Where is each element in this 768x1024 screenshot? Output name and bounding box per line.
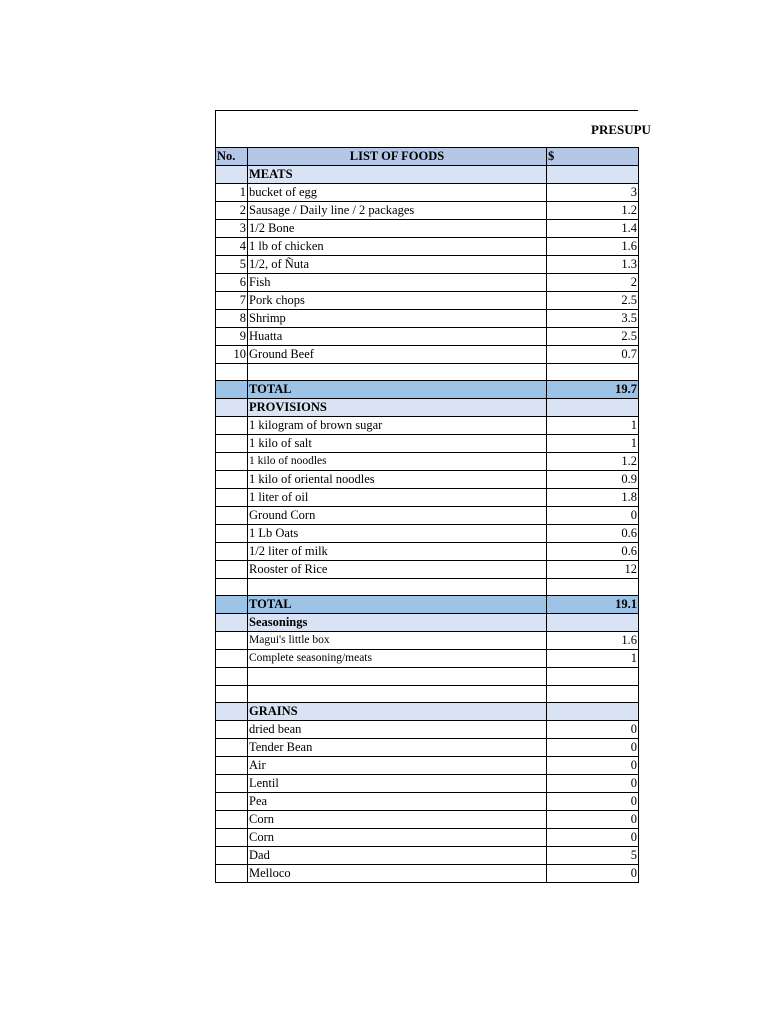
table-row	[216, 471, 639, 489]
budget-sheet	[215, 110, 651, 883]
item-price-cell: 3.5	[547, 310, 639, 328]
item-label-cell: Corn	[248, 828, 547, 846]
item-label-cell: Magui's little box	[248, 632, 547, 650]
item-price-cell	[547, 364, 639, 381]
section-header-row	[216, 399, 639, 417]
table-row	[216, 756, 639, 774]
item-price-cell: 0.7	[547, 346, 639, 364]
item-number-cell	[216, 650, 248, 668]
table-row	[216, 864, 639, 882]
column-header-price: $	[547, 148, 639, 166]
item-label-cell: PROVISIONS	[248, 399, 547, 417]
item-price-cell	[547, 685, 639, 702]
table-row	[216, 720, 639, 738]
item-number-cell	[216, 364, 248, 381]
item-price-cell: 1.8	[547, 489, 639, 507]
table-row	[216, 453, 639, 471]
total-row	[216, 381, 639, 399]
item-number-cell	[216, 846, 248, 864]
item-price-cell	[547, 668, 639, 685]
item-price-cell: 0	[547, 810, 639, 828]
item-label-cell: Pork chops	[248, 292, 547, 310]
table-row	[216, 685, 639, 702]
column-header-list-of-foods: LIST OF FOODS	[248, 148, 547, 166]
item-number-cell	[216, 579, 248, 596]
item-number-cell	[216, 525, 248, 543]
section-header-row	[216, 614, 639, 632]
item-number-cell: 9	[216, 328, 248, 346]
item-label-cell: 1 liter of oil	[248, 489, 547, 507]
total-row	[216, 596, 639, 614]
item-price-cell: 1	[547, 435, 639, 453]
sheet-title: PRESUPU	[591, 122, 651, 137]
item-label-cell: Ground Beef	[248, 346, 547, 364]
item-number-cell	[216, 471, 248, 489]
item-label-cell: TOTAL	[248, 596, 547, 614]
item-label-cell: 1 kilogram of brown sugar	[248, 417, 547, 435]
item-number-cell	[216, 738, 248, 756]
item-number-cell	[216, 543, 248, 561]
item-label-cell: 1 kilo of oriental noodles	[248, 471, 547, 489]
item-number-cell	[216, 632, 248, 650]
item-number-cell	[216, 507, 248, 525]
item-label-cell: dried bean	[248, 720, 547, 738]
item-price-cell: 0.6	[547, 525, 639, 543]
item-price-cell: 12	[547, 561, 639, 579]
item-label-cell: Ground Corn	[248, 507, 547, 525]
table-row	[216, 328, 639, 346]
item-price-cell: 0	[547, 720, 639, 738]
item-number-cell: 5	[216, 256, 248, 274]
item-number-cell	[216, 792, 248, 810]
item-number-cell	[216, 614, 248, 632]
item-number-cell	[216, 453, 248, 471]
item-price-cell: 0	[547, 792, 639, 810]
item-label-cell: Pea	[248, 792, 547, 810]
table-row	[216, 810, 639, 828]
section-header-row	[216, 702, 639, 720]
item-price-cell: 2	[547, 274, 639, 292]
item-number-cell	[216, 435, 248, 453]
item-price-cell: 0	[547, 507, 639, 525]
item-price-cell: 2.5	[547, 292, 639, 310]
table-row	[216, 507, 639, 525]
column-header-no: No.	[216, 148, 248, 166]
item-label-cell: TOTAL	[248, 381, 547, 399]
table-row	[216, 846, 639, 864]
item-number-cell: 2	[216, 202, 248, 220]
item-label-cell	[248, 364, 547, 381]
item-number-cell	[216, 828, 248, 846]
item-number-cell: 1	[216, 184, 248, 202]
item-label-cell: MEATS	[248, 166, 547, 184]
item-number-cell: 3	[216, 220, 248, 238]
item-number-cell: 4	[216, 238, 248, 256]
item-number-cell: 7	[216, 292, 248, 310]
table-row	[216, 579, 639, 596]
table-row	[216, 274, 639, 292]
table-row	[216, 310, 639, 328]
title-row	[215, 110, 651, 147]
item-label-cell	[248, 685, 547, 702]
item-number-cell	[216, 685, 248, 702]
section-header-row	[216, 166, 639, 184]
item-number-cell	[216, 810, 248, 828]
item-number-cell	[216, 864, 248, 882]
item-number-cell	[216, 702, 248, 720]
item-price-cell: 3	[547, 184, 639, 202]
item-price-cell: 0	[547, 774, 639, 792]
item-price-cell: 1.6	[547, 238, 639, 256]
table-row	[216, 650, 639, 668]
item-label-cell: 1 Lb Oats	[248, 525, 547, 543]
item-number-cell	[216, 561, 248, 579]
item-label-cell	[248, 668, 547, 685]
table-row	[216, 220, 639, 238]
item-number-cell	[216, 166, 248, 184]
table-row	[216, 738, 639, 756]
table-row	[216, 525, 639, 543]
item-label-cell: 1/2 Bone	[248, 220, 547, 238]
item-number-cell	[216, 489, 248, 507]
item-number-cell	[216, 720, 248, 738]
item-label-cell: bucket of egg	[248, 184, 547, 202]
item-price-cell: 1	[547, 417, 639, 435]
table-row	[216, 632, 639, 650]
item-label-cell: 1 lb of chicken	[248, 238, 547, 256]
food-list-table	[215, 147, 639, 883]
item-label-cell: Dad	[248, 846, 547, 864]
item-label-cell: Tender Bean	[248, 738, 547, 756]
item-label-cell: GRAINS	[248, 702, 547, 720]
item-price-cell: 1.2	[547, 453, 639, 471]
item-label-cell: 1 kilo of noodles	[248, 453, 547, 471]
item-price-cell: 5	[547, 846, 639, 864]
item-label-cell: Complete seasoning/meats	[248, 650, 547, 668]
table-row	[216, 417, 639, 435]
item-number-cell	[216, 774, 248, 792]
item-number-cell	[216, 668, 248, 685]
table-row	[216, 774, 639, 792]
table-row	[216, 202, 639, 220]
item-number-cell: 10	[216, 346, 248, 364]
table-row	[216, 828, 639, 846]
table-row	[216, 543, 639, 561]
table-row	[216, 792, 639, 810]
item-price-cell	[547, 579, 639, 596]
table-row	[216, 364, 639, 381]
item-price-cell: 1.6	[547, 632, 639, 650]
item-price-cell	[547, 614, 639, 632]
table-row	[216, 668, 639, 685]
table-row	[216, 292, 639, 310]
item-price-cell	[547, 702, 639, 720]
item-number-cell: 8	[216, 310, 248, 328]
item-label-cell: Lentil	[248, 774, 547, 792]
item-label-cell: 1 kilo of salt	[248, 435, 547, 453]
item-price-cell: 1	[547, 650, 639, 668]
item-price-cell: 2.5	[547, 328, 639, 346]
item-number-cell	[216, 399, 248, 417]
table-row	[216, 184, 639, 202]
item-price-cell: 1.4	[547, 220, 639, 238]
item-number-cell	[216, 756, 248, 774]
table-row	[216, 435, 639, 453]
item-label-cell: Air	[248, 756, 547, 774]
table-row	[216, 346, 639, 364]
item-price-cell: 0	[547, 756, 639, 774]
item-number-cell: 6	[216, 274, 248, 292]
item-price-cell: 0	[547, 738, 639, 756]
item-number-cell	[216, 417, 248, 435]
item-price-cell	[547, 399, 639, 417]
item-label-cell: Rooster of Rice	[248, 561, 547, 579]
item-price-cell: 0.9	[547, 471, 639, 489]
item-price-cell: 19.1	[547, 596, 639, 614]
item-label-cell: Melloco	[248, 864, 547, 882]
item-price-cell: 1.2	[547, 202, 639, 220]
table-header-row	[216, 148, 639, 166]
item-label-cell: Seasonings	[248, 614, 547, 632]
item-price-cell	[547, 166, 639, 184]
item-label-cell: Fish	[248, 274, 547, 292]
item-price-cell: 19.7	[547, 381, 639, 399]
table-row	[216, 561, 639, 579]
table-row	[216, 256, 639, 274]
item-label-cell: Sausage / Daily line / 2 packages	[248, 202, 547, 220]
item-label-cell: Corn	[248, 810, 547, 828]
table-row	[216, 489, 639, 507]
item-price-cell: 0	[547, 828, 639, 846]
item-label-cell	[248, 579, 547, 596]
item-label-cell: Shrimp	[248, 310, 547, 328]
item-label-cell: 1/2, of Ñuta	[248, 256, 547, 274]
item-number-cell	[216, 596, 248, 614]
table-row	[216, 238, 639, 256]
item-price-cell: 0	[547, 864, 639, 882]
item-label-cell: Huatta	[248, 328, 547, 346]
item-price-cell: 1.3	[547, 256, 639, 274]
item-label-cell: 1/2 liter of milk	[248, 543, 547, 561]
item-number-cell	[216, 381, 248, 399]
item-price-cell: 0.6	[547, 543, 639, 561]
